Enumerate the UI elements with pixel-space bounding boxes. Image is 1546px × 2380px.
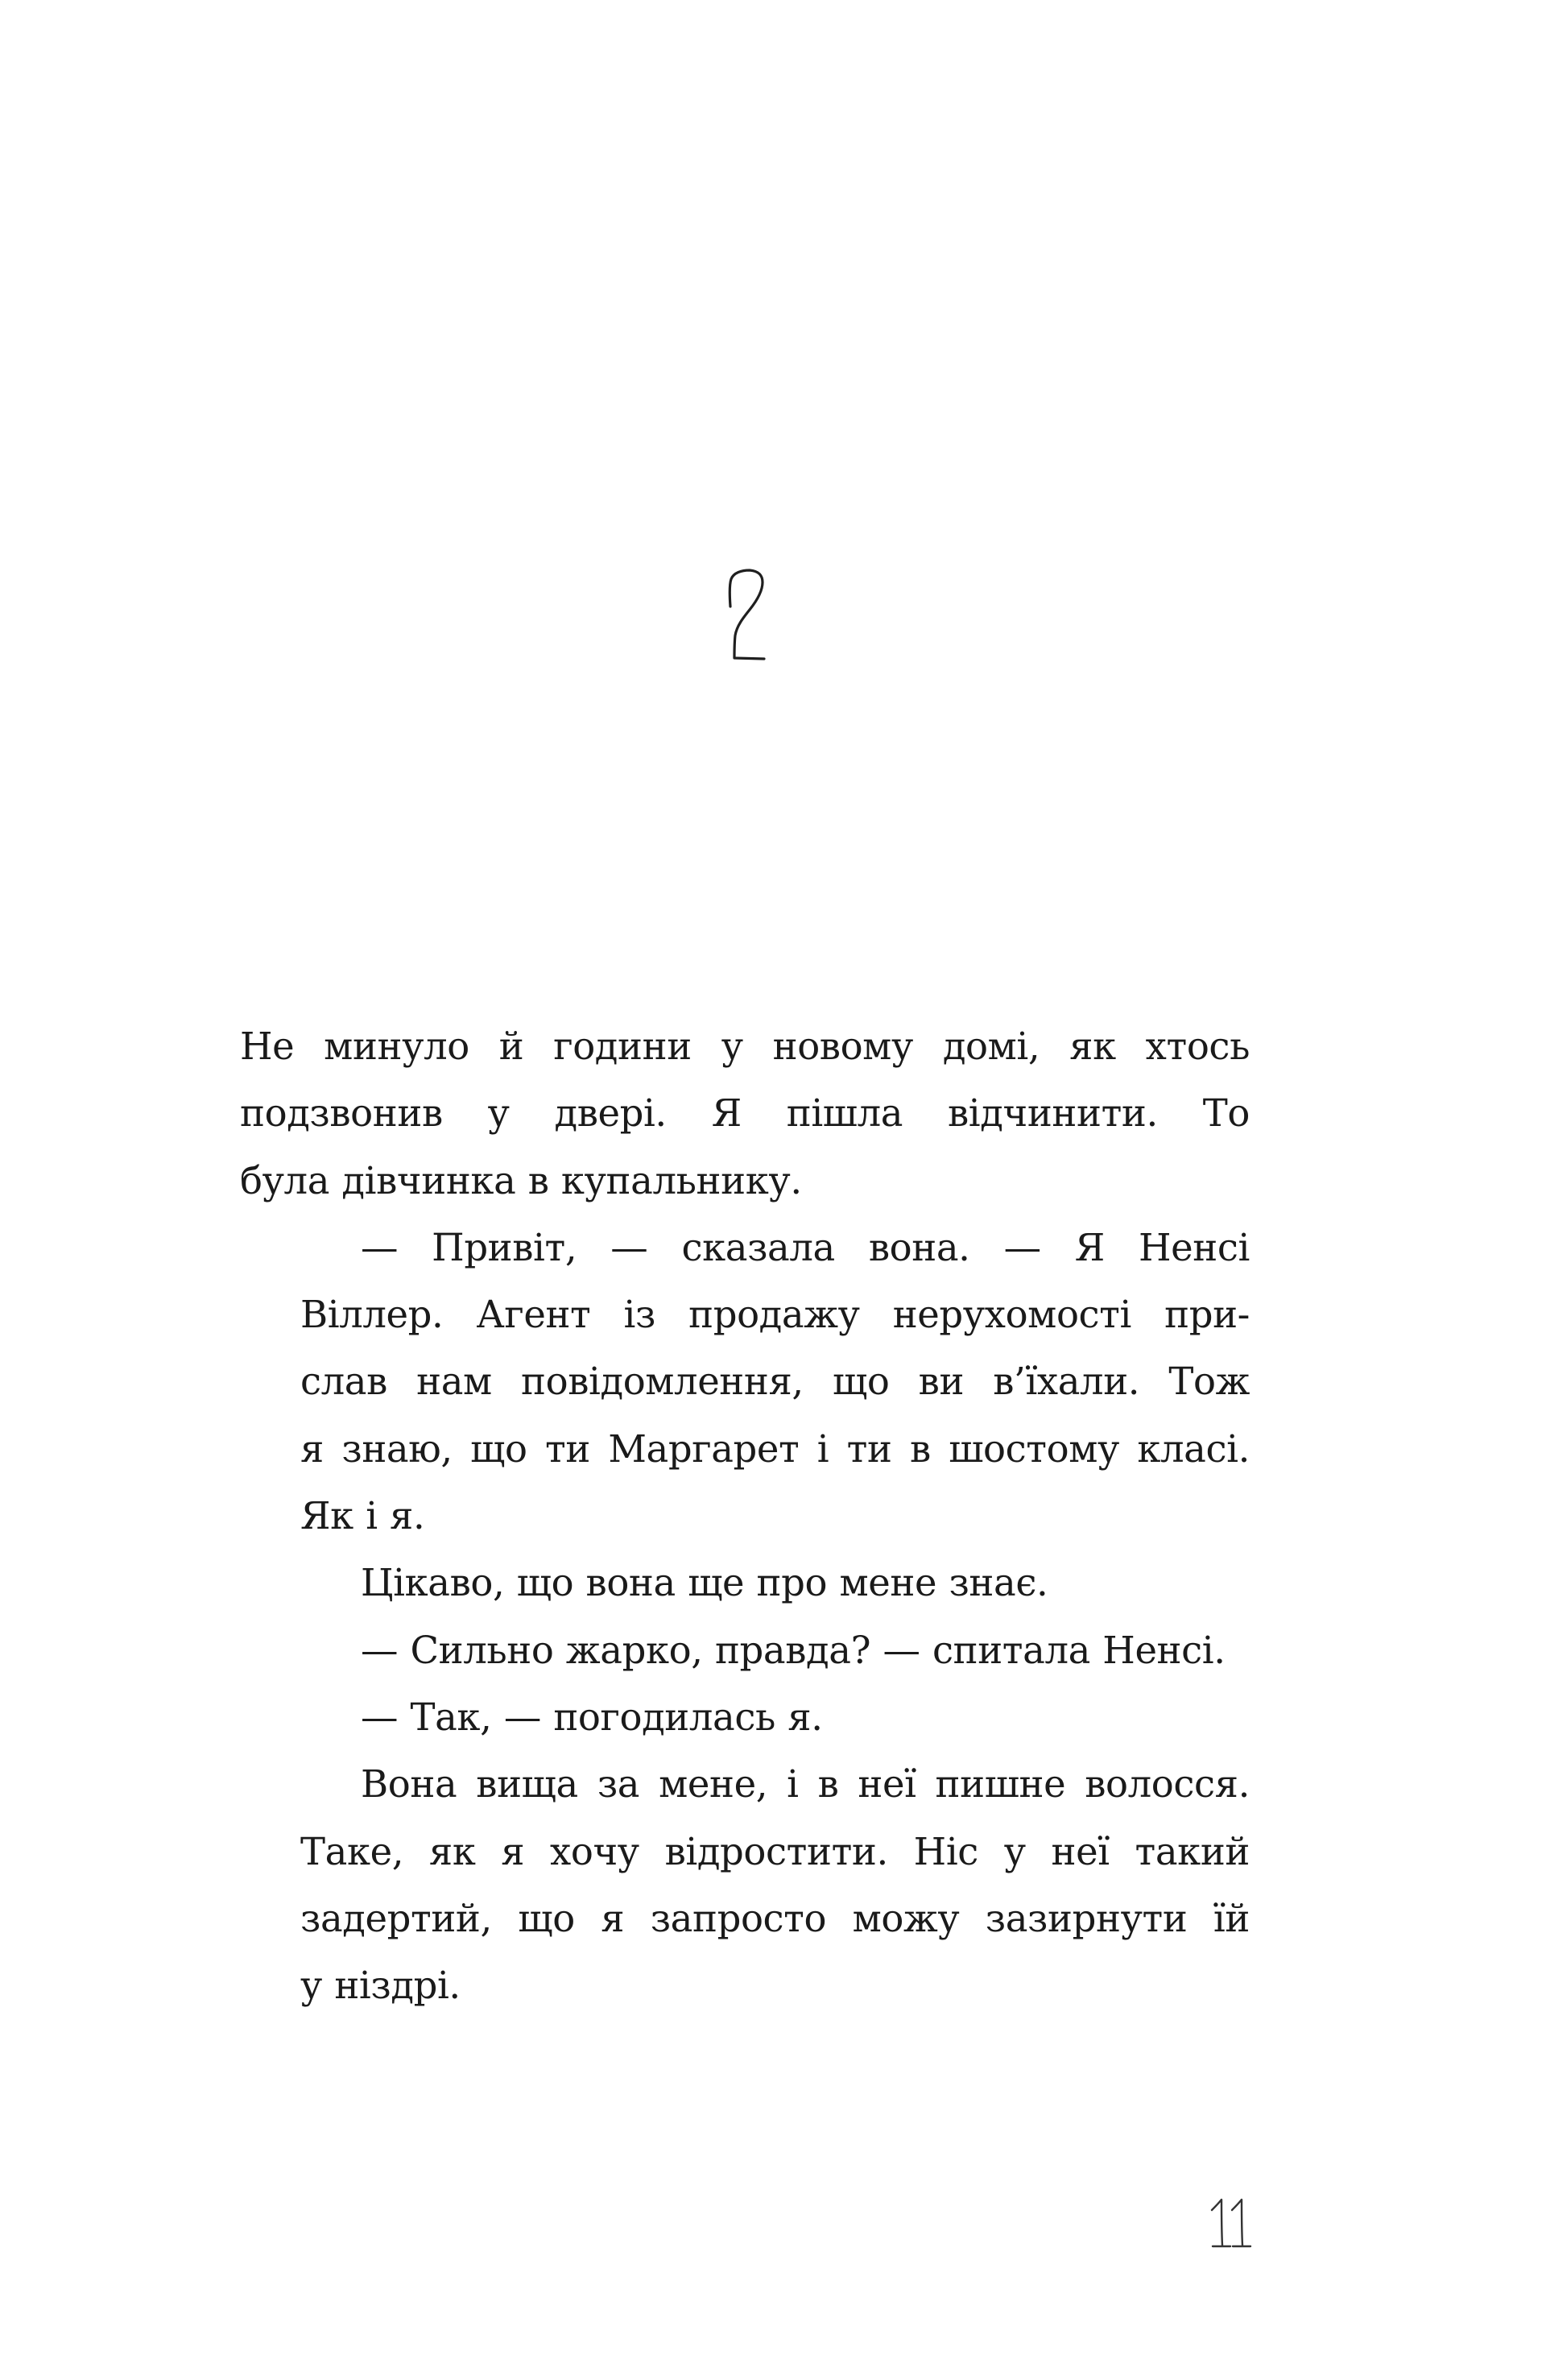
text-line: у ніздрі.: [300, 1964, 461, 2008]
text-line: Віллер. Агент із продажу нерухомості при-: [300, 1293, 1250, 1337]
text-line: Як і я.: [300, 1494, 425, 1538]
page-number: [1208, 2197, 1256, 2250]
text-line: я знаю, що ти Маргарет і ти в шостому класі.: [300, 1426, 1250, 1471]
paragraph-4: [240, 1617, 1250, 1684]
paragraph-3: [240, 1550, 1250, 1616]
text-line: подзвонив у двері. Я пішла відчинити. То: [240, 1091, 1250, 1136]
chapter-numeral-2-glyph: [721, 568, 772, 663]
text-line: Вона вища за мене, і в неї пишне волосся.: [361, 1762, 1250, 1807]
text-line: — Привіт, — сказала вона. — Я Ненсі: [361, 1225, 1250, 1269]
text-line: — Сильно жарко, правда? — спитала Ненсі.: [361, 1628, 1226, 1672]
page-number-11-glyph: [1208, 2197, 1256, 2250]
text-line: була дівчинка в купальнику.: [240, 1158, 802, 1202]
chapter-body-text: [240, 1013, 1250, 2019]
text-line: Не минуло й години у новому домі, як хтось: [240, 1024, 1250, 1068]
text-line: Цікаво, що вона ще про мене знає.: [361, 1561, 1048, 1605]
text-line: задертий, що я запросто можу зазирнути їй: [300, 1896, 1250, 1940]
paragraph-6: [240, 1751, 1250, 2019]
paragraph-5: [240, 1684, 1250, 1751]
paragraph-2: [240, 1215, 1250, 1550]
text-line: Таке, як я хочу відростити. Ніс у неї такий: [300, 1829, 1250, 1873]
text-line: слав нам повідомлення, що ви в’їхали. Тож: [300, 1360, 1250, 1404]
paragraph-1: [240, 1013, 1250, 1215]
text-line: — Так, — погодилась я.: [361, 1695, 823, 1739]
chapter-number: [721, 568, 772, 663]
